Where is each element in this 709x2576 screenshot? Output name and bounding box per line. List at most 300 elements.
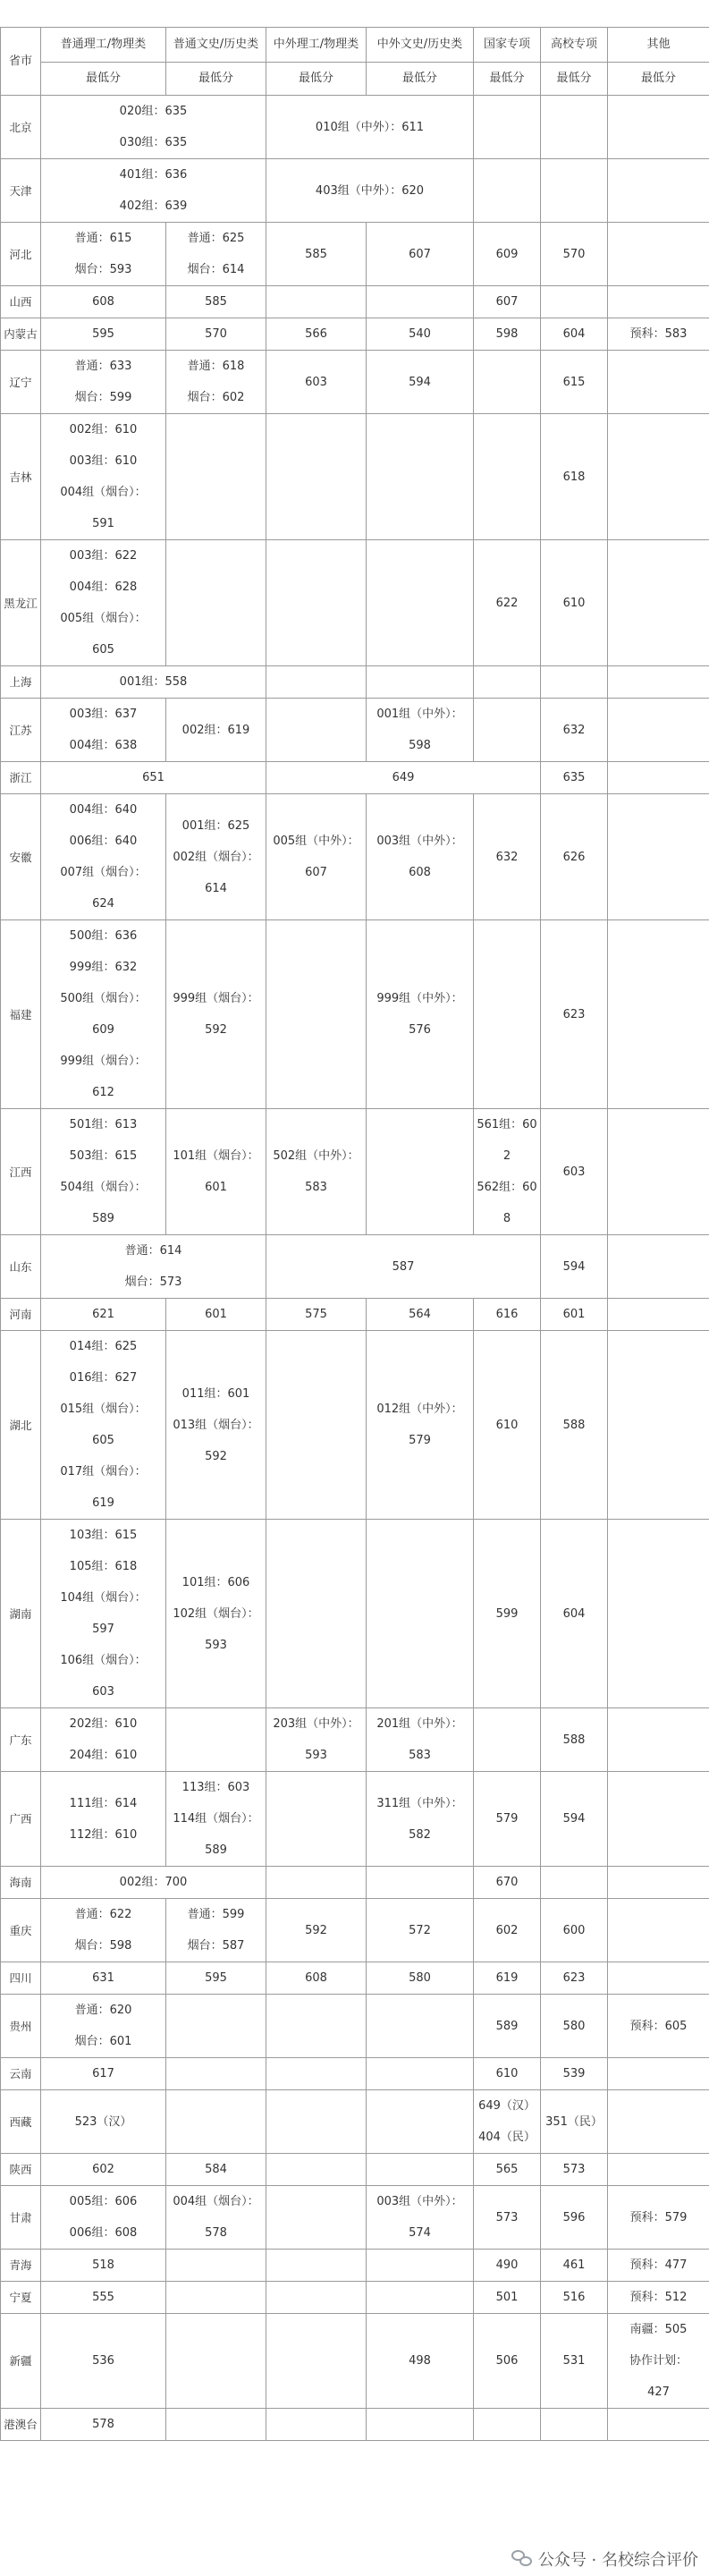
score-line — [369, 2011, 470, 2042]
score-line — [611, 1867, 706, 1898]
score-line — [169, 2011, 263, 2042]
score-line — [369, 2282, 470, 2313]
province-cell: 西藏 — [1, 2090, 41, 2154]
subheader-cell: 最低分 — [41, 63, 166, 96]
score-line — [611, 2154, 706, 2185]
province-cell: 重庆 — [1, 1899, 41, 1962]
province-cell: 福建 — [1, 920, 41, 1109]
score-cell — [608, 2314, 709, 2409]
score-cell — [608, 318, 709, 351]
score-cell — [608, 2250, 709, 2282]
score-cell — [474, 540, 541, 666]
score-cell — [41, 540, 166, 666]
score-cell — [266, 2186, 367, 2250]
score-line: 500组：636 — [69, 929, 138, 943]
score-line: 518 — [92, 2258, 114, 2272]
score-cell — [166, 2314, 266, 2409]
score-cell — [608, 159, 709, 223]
table-row — [1, 286, 709, 318]
score-line: 603 — [92, 1685, 114, 1699]
score-line — [169, 2345, 263, 2377]
score-line: 003组：622 — [69, 549, 138, 563]
score-cell — [474, 2154, 541, 2186]
header-col: 普通理工/物理类 — [41, 28, 166, 63]
score-cell — [541, 2409, 608, 2441]
score-line — [611, 666, 706, 698]
score-line — [611, 2409, 706, 2440]
score-cell — [608, 1772, 709, 1867]
score-line — [169, 462, 263, 493]
score-cell — [166, 920, 266, 1109]
score-line: 005组（中外）： — [273, 835, 359, 848]
score-cell — [474, 666, 541, 699]
province-cell: 宁夏 — [1, 2282, 41, 2314]
score-cell — [166, 1520, 266, 1708]
score-line: 573 — [495, 2210, 519, 2224]
score-cell — [266, 159, 474, 223]
score-line: 002组（烟台）： — [173, 850, 259, 864]
province-cell: 港澳台 — [1, 2409, 41, 2441]
score-cell — [41, 1772, 166, 1867]
score-cell — [41, 1520, 166, 1708]
table-row — [1, 794, 709, 920]
score-cell — [166, 286, 266, 318]
score-line: 609 — [495, 247, 519, 261]
table-row — [1, 1708, 709, 1772]
score-cell — [541, 223, 608, 286]
score-line: 预科：512 — [629, 2291, 688, 2304]
score-line: 112组：610 — [69, 1827, 138, 1842]
score-cell — [541, 318, 608, 351]
header-col: 中外文史/历史类 — [367, 28, 474, 63]
score-cell — [541, 1708, 608, 1772]
score-cell — [41, 699, 166, 762]
score-line: 001组：625 — [181, 818, 250, 833]
score-line: 501组：613 — [69, 1118, 138, 1131]
score-line: 624 — [92, 897, 114, 911]
admission-score-table — [0, 27, 709, 2441]
score-line — [477, 462, 537, 493]
province-cell: 陕西 — [1, 2154, 41, 2186]
score-line: 498 — [409, 2354, 431, 2368]
table-row — [1, 1331, 709, 1520]
score-cell — [266, 351, 367, 414]
province-cell: 广西 — [1, 1772, 41, 1867]
table-row — [1, 540, 709, 666]
score-cell — [266, 2090, 367, 2154]
score-line: 烟台：614 — [187, 263, 245, 276]
score-line — [169, 2282, 263, 2313]
score-line — [369, 2058, 470, 2089]
score-line: 004组（烟台）： — [173, 2195, 259, 2208]
score-cell — [367, 540, 474, 666]
table-row — [1, 2282, 709, 2314]
score-cell — [41, 2154, 166, 2186]
score-line — [269, 715, 363, 746]
score-cell — [41, 414, 166, 540]
score-cell — [41, 1962, 166, 1995]
score-line — [611, 286, 706, 318]
score-cell — [367, 351, 474, 414]
score-line: 014组：625 — [69, 1340, 138, 1353]
score-cell — [541, 286, 608, 318]
score-line: 578 — [92, 2418, 114, 2431]
score-cell — [266, 1962, 367, 1995]
score-cell — [541, 762, 608, 794]
score-line: 616 — [495, 1308, 519, 1321]
score-line: 585 — [205, 295, 227, 309]
score-line: 583 — [409, 1749, 431, 1762]
score-cell — [541, 2186, 608, 2250]
score-line: 003组（中外）： — [376, 835, 463, 848]
score-line: 104组（烟台）： — [60, 1591, 147, 1605]
table-row — [1, 1520, 709, 1708]
score-cell — [474, 159, 541, 223]
watermark — [511, 2547, 698, 2571]
score-cell — [41, 2250, 166, 2282]
subheader-cell: 最低分 — [608, 63, 709, 96]
score-line: 203组（中外）： — [273, 1717, 359, 1731]
score-cell — [474, 2409, 541, 2441]
score-line: 610 — [495, 2067, 519, 2080]
score-cell — [474, 351, 541, 414]
score-cell — [266, 762, 541, 794]
score-line: 预科：579 — [629, 2210, 688, 2224]
score-line — [269, 2282, 363, 2313]
score-line: 622 — [495, 596, 519, 610]
header-col: 中外理工/物理类 — [266, 28, 367, 63]
score-line: 608 — [409, 866, 431, 879]
score-line — [477, 1724, 537, 1756]
score-line: 670 — [495, 1876, 519, 1889]
score-line: 030组：635 — [119, 136, 188, 149]
score-cell — [608, 1299, 709, 1331]
score-line — [269, 999, 363, 1030]
score-cell — [41, 286, 166, 318]
score-line — [269, 588, 363, 619]
score-line: 615 — [562, 375, 586, 389]
score-line: 594 — [409, 375, 431, 389]
score-cell — [266, 920, 367, 1109]
score-line: 572 — [409, 1923, 431, 1937]
score-line — [369, 588, 470, 619]
score-line: 605 — [92, 1434, 114, 1447]
score-line — [611, 588, 706, 619]
score-line: 402组：639 — [119, 199, 188, 213]
score-cell — [166, 1299, 266, 1331]
score-cell — [266, 699, 367, 762]
score-line — [269, 2154, 363, 2185]
score-cell — [367, 1109, 474, 1235]
score-cell — [474, 920, 541, 1109]
province-cell: 浙江 — [1, 762, 41, 794]
score-line: 588 — [562, 1418, 586, 1432]
score-cell — [266, 1708, 367, 1772]
score-line: 594 — [562, 1812, 586, 1826]
score-cell — [474, 286, 541, 318]
score-line: 595 — [92, 327, 114, 341]
score-line: 561组：602 — [477, 1118, 537, 1163]
score-line: 506 — [495, 2354, 519, 2368]
score-cell — [166, 1899, 266, 1962]
score-line: 597 — [92, 1623, 114, 1636]
score-cell — [541, 1867, 608, 1899]
table-row — [1, 1235, 709, 1299]
province-cell: 甘肃 — [1, 2186, 41, 2250]
subheader-cell: 最低分 — [266, 63, 367, 96]
score-line: 598 — [409, 739, 431, 752]
table-row — [1, 223, 709, 286]
score-line — [269, 666, 363, 698]
score-cell — [367, 1962, 474, 1995]
score-line: 普通：633 — [74, 360, 132, 373]
table-row — [1, 1899, 709, 1962]
score-cell — [41, 1235, 266, 1299]
subheader-cell: 最低分 — [474, 63, 541, 96]
score-line: 015组（烟台）： — [60, 1402, 147, 1416]
score-line: 999组（中外）： — [376, 992, 463, 1005]
score-cell — [541, 1772, 608, 1867]
score-cell — [541, 2090, 608, 2154]
score-line: 500组（烟台）： — [60, 992, 147, 1005]
province-cell: 黑龙江 — [1, 540, 41, 666]
score-line: 536 — [92, 2354, 114, 2368]
score-line: 607 — [305, 866, 327, 879]
score-line: 502组（中外）： — [273, 1149, 359, 1163]
score-cell — [41, 2282, 166, 2314]
score-line: 602 — [92, 2163, 114, 2176]
score-cell — [166, 2186, 266, 2250]
score-cell — [367, 1708, 474, 1772]
score-cell — [541, 1331, 608, 1520]
table-row — [1, 2186, 709, 2250]
score-cell — [608, 286, 709, 318]
score-line: 593 — [305, 1749, 327, 1762]
score-cell — [608, 2409, 709, 2441]
score-line: 预科：605 — [629, 2019, 688, 2033]
score-cell — [608, 96, 709, 159]
score-line — [369, 2250, 470, 2281]
table-row — [1, 2090, 709, 2154]
score-line: 531 — [562, 2354, 586, 2368]
score-line — [269, 2058, 363, 2089]
score-line: 589 — [92, 1212, 114, 1225]
score-cell — [541, 159, 608, 223]
score-cell — [541, 2282, 608, 2314]
score-line: 585 — [305, 247, 327, 261]
score-line — [269, 2202, 363, 2233]
table-row — [1, 414, 709, 540]
score-line: 566 — [305, 327, 327, 341]
province-cell: 云南 — [1, 2058, 41, 2090]
score-line: 562组：608 — [477, 1181, 537, 1225]
score-line — [169, 588, 263, 619]
score-cell — [166, 699, 266, 762]
score-line: 999组（烟台）： — [60, 1055, 147, 1068]
score-cell — [166, 2090, 266, 2154]
score-line — [544, 286, 604, 318]
score-cell — [541, 666, 608, 699]
score-line: 570 — [205, 327, 227, 341]
score-cell — [474, 96, 541, 159]
score-line: 592 — [205, 1449, 227, 1463]
score-cell — [367, 223, 474, 286]
score-cell — [541, 699, 608, 762]
score-line: 普通：625 — [187, 232, 245, 245]
score-line: 587 — [392, 1259, 415, 1274]
score-cell — [541, 1299, 608, 1331]
table-row — [1, 2314, 709, 2409]
score-cell — [608, 666, 709, 699]
score-line: 404（民） — [478, 2131, 536, 2144]
score-cell — [474, 1299, 541, 1331]
score-cell — [474, 699, 541, 762]
score-cell — [266, 794, 367, 920]
score-cell — [541, 794, 608, 920]
score-line: 004组：638 — [69, 739, 138, 752]
score-cell — [266, 2409, 367, 2441]
score-cell — [608, 2154, 709, 2186]
score-cell — [541, 1899, 608, 1962]
score-cell — [474, 1331, 541, 1520]
score-cell — [266, 1331, 367, 1520]
score-line: 003组：637 — [69, 708, 138, 721]
score-cell — [166, 2250, 266, 2282]
score-line: 普通：620 — [74, 2004, 132, 2017]
score-line: 603 — [305, 375, 327, 389]
score-cell — [367, 1299, 474, 1331]
score-line: 013组（烟台）： — [173, 1418, 259, 1432]
province-cell: 上海 — [1, 666, 41, 699]
score-cell — [367, 1995, 474, 2058]
score-cell — [166, 414, 266, 540]
score-line — [611, 239, 706, 270]
table-row — [1, 2250, 709, 2282]
province-cell: 安徽 — [1, 794, 41, 920]
score-cell — [166, 540, 266, 666]
score-line: 504组（烟台）： — [60, 1181, 147, 1194]
score-line — [369, 2409, 470, 2440]
score-cell — [474, 2282, 541, 2314]
score-line: 601 — [205, 1181, 227, 1194]
score-line: 614 — [205, 881, 227, 895]
score-line: 576 — [409, 1023, 431, 1037]
province-cell: 河北 — [1, 223, 41, 286]
score-line: 020组：635 — [119, 105, 188, 118]
score-line: 预科：583 — [629, 327, 688, 341]
score-cell — [266, 223, 367, 286]
score-line: 610 — [562, 596, 586, 610]
score-cell — [608, 920, 709, 1109]
score-line: 619 — [495, 1971, 519, 1985]
score-line: 预科：477 — [629, 2258, 688, 2272]
score-line: 570 — [562, 247, 586, 261]
province-cell: 北京 — [1, 96, 41, 159]
score-line — [544, 2409, 604, 2440]
score-line: 003组（中外）： — [376, 2195, 463, 2208]
score-line — [369, 666, 470, 698]
score-line — [544, 175, 604, 207]
score-line: 579 — [495, 1812, 519, 1826]
score-line: 999组：632 — [69, 961, 138, 974]
score-line: 621 — [92, 1308, 114, 1321]
score-cell — [474, 2314, 541, 2409]
score-cell — [266, 1867, 367, 1899]
score-cell — [474, 1708, 541, 1772]
score-cell — [166, 223, 266, 286]
score-line: 南疆：505 — [629, 2323, 688, 2336]
score-line: 普通：618 — [187, 360, 245, 373]
score-line: 351（民） — [545, 2114, 603, 2129]
score-cell — [608, 1331, 709, 1520]
score-line: 605 — [92, 643, 114, 657]
score-line — [269, 2409, 363, 2440]
table-row — [1, 159, 709, 223]
score-line: 635 — [562, 771, 586, 784]
score-cell — [367, 2282, 474, 2314]
score-line: 004组：640 — [69, 803, 138, 817]
score-cell — [608, 1708, 709, 1772]
score-line: 002组：700 — [119, 1876, 188, 1889]
table-row — [1, 1962, 709, 1995]
score-line — [611, 1410, 706, 1441]
score-cell — [367, 2186, 474, 2250]
score-line: 烟台：601 — [74, 2035, 132, 2048]
score-line: 002组：610 — [69, 423, 138, 436]
province-cell: 江苏 — [1, 699, 41, 762]
score-cell — [166, 1708, 266, 1772]
score-cell — [266, 1772, 367, 1867]
score-line — [611, 1962, 706, 1994]
province-cell: 山西 — [1, 286, 41, 318]
score-cell — [41, 920, 166, 1109]
score-line: 烟台：587 — [187, 1939, 245, 1953]
score-line: 651 — [142, 771, 165, 784]
table-row — [1, 2154, 709, 2186]
table-row — [1, 2058, 709, 2090]
score-line: 631 — [92, 1971, 114, 1985]
score-cell — [266, 2250, 367, 2282]
score-line: 589 — [495, 2019, 519, 2033]
score-line: 001组（中外）： — [376, 708, 463, 721]
score-cell — [166, 1772, 266, 1867]
score-line — [477, 999, 537, 1030]
score-line: 601 — [205, 1308, 227, 1321]
header-row — [1, 28, 709, 63]
score-line: 101组（烟台）： — [173, 1149, 259, 1163]
score-cell — [367, 1867, 474, 1899]
province-cell: 河南 — [1, 1299, 41, 1331]
score-line: 607 — [409, 247, 431, 261]
score-line — [611, 2106, 706, 2138]
score-cell — [541, 540, 608, 666]
score-line: 649（汉） — [478, 2099, 536, 2113]
score-line — [611, 1598, 706, 1630]
score-line: 583 — [305, 1181, 327, 1194]
score-line: 564 — [409, 1308, 431, 1321]
header-col: 国家专项 — [474, 28, 541, 63]
score-cell — [41, 666, 266, 699]
score-cell — [608, 1995, 709, 2058]
score-line — [369, 2106, 470, 2138]
score-line: 612 — [92, 1086, 114, 1099]
score-cell — [367, 318, 474, 351]
score-cell — [608, 1235, 709, 1299]
score-cell — [166, 318, 266, 351]
score-line — [611, 1724, 706, 1756]
subheader-cell: 最低分 — [541, 63, 608, 96]
score-line: 594 — [562, 1259, 586, 1274]
